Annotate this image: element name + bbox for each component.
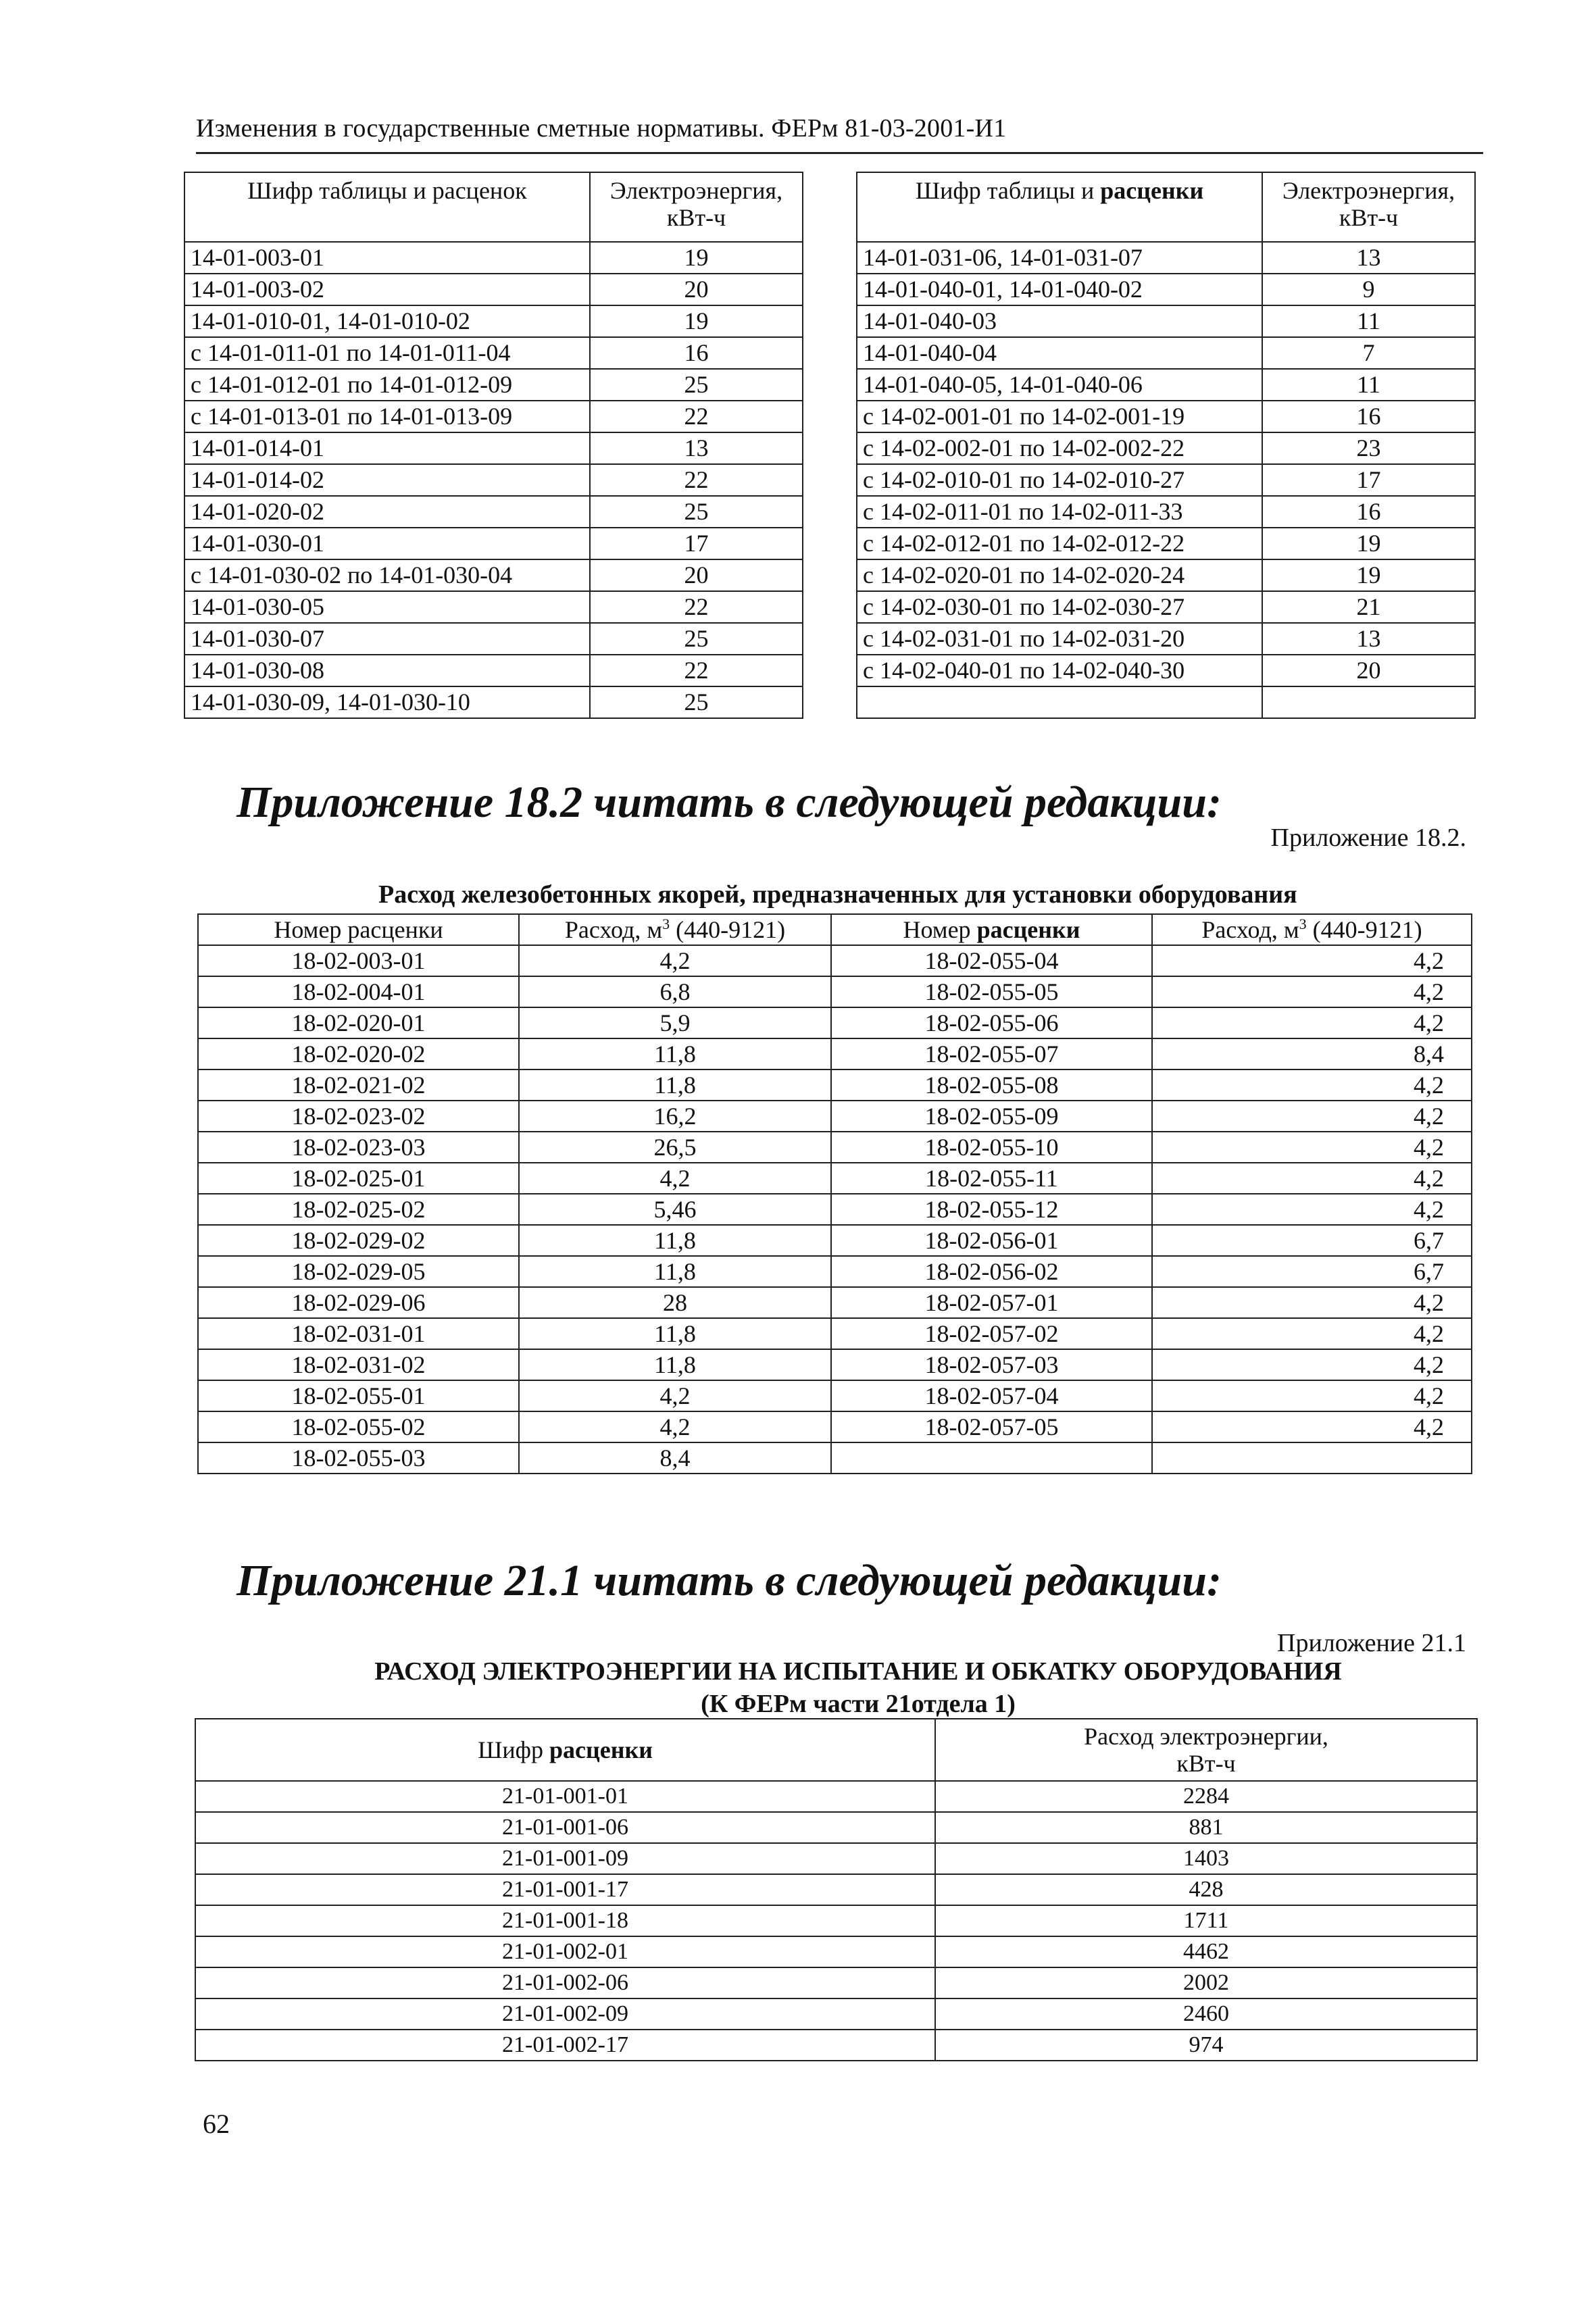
table-cell: 18-02-057-04	[831, 1380, 1152, 1411]
table-cell: 18-02-023-03	[198, 1132, 519, 1163]
table-cell: 4,2	[1152, 976, 1472, 1007]
table-row	[184, 274, 803, 305]
table-cell: 18-02-029-06	[198, 1287, 519, 1318]
table-row	[184, 559, 803, 591]
table-cell: 14-01-014-01	[184, 432, 590, 464]
table-cell: 6,7	[1152, 1225, 1472, 1256]
table-row	[857, 528, 1475, 559]
table-row	[857, 305, 1475, 337]
table-row	[198, 945, 1472, 976]
table-cell: 8,4	[519, 1442, 831, 1474]
running-header: Изменения в государственные сметные нормативы. ФЕРм 81-03-2001-И1	[196, 114, 1007, 143]
table-row	[857, 337, 1475, 369]
table-cell: с 14-02-002-01 по 14-02-002-22	[857, 432, 1262, 464]
table-cell: 4,2	[1152, 1380, 1472, 1411]
table-cell: 21-01-001-17	[195, 1874, 935, 1905]
col-header-code: Шифр таблицы и расценок	[184, 172, 590, 242]
table-row	[198, 1256, 1472, 1287]
table-cell: 2284	[935, 1781, 1477, 1812]
page-number: 62	[203, 2109, 230, 2139]
table-cell: 11	[1262, 305, 1475, 337]
col-header-code: Шифр расценки	[195, 1719, 935, 1781]
table-cell	[857, 686, 1262, 718]
table-row	[857, 591, 1475, 623]
table-cell: 19	[1262, 559, 1475, 591]
table-cell: 18-02-055-12	[831, 1194, 1152, 1225]
table-cell: 4462	[935, 1936, 1477, 1967]
table-cell: 22	[590, 464, 803, 496]
appendix-18-ref: Приложение 18.2.	[1270, 824, 1466, 852]
table-row	[198, 1287, 1472, 1318]
table-cell: 25	[590, 623, 803, 655]
table-cell: 4,2	[1152, 945, 1472, 976]
table-cell: 4,2	[1152, 1287, 1472, 1318]
section-18-heading: Приложение 18.2 читать в следующей редакции:	[236, 778, 1222, 827]
table-cell: с 14-01-030-02 по 14-01-030-04	[184, 559, 590, 591]
table-cell: 18-02-021-02	[198, 1070, 519, 1101]
table-cell: 11,8	[519, 1349, 831, 1380]
table-cell: 11,8	[519, 1225, 831, 1256]
table-row	[857, 401, 1475, 432]
table-row	[198, 1225, 1472, 1256]
table-cell: 881	[935, 1812, 1477, 1843]
table-cell: 2460	[935, 1998, 1477, 2030]
table-cell: 18-02-057-01	[831, 1287, 1152, 1318]
table-cell: с 14-02-040-01 по 14-02-040-30	[857, 655, 1262, 686]
table-cell: 18-02-055-03	[198, 1442, 519, 1474]
electricity-table-right	[856, 172, 1476, 719]
table-cell: 18-02-055-02	[198, 1411, 519, 1442]
table-cell: 16,2	[519, 1101, 831, 1132]
table-cell: 13	[1262, 242, 1475, 274]
table-cell: 4,2	[1152, 1132, 1472, 1163]
table-cell: 13	[590, 432, 803, 464]
table-cell: 14-01-040-05, 14-01-040-06	[857, 369, 1262, 401]
table-cell: 11	[1262, 369, 1475, 401]
table-row	[198, 1038, 1472, 1070]
table-row	[195, 2030, 1477, 2061]
table-cell: 4,2	[1152, 1007, 1472, 1038]
table-row	[198, 1101, 1472, 1132]
table-cell: с 14-02-020-01 по 14-02-020-24	[857, 559, 1262, 591]
table-cell: 7	[1262, 337, 1475, 369]
anchors-table	[197, 913, 1472, 1474]
table-cell: 18-02-055-11	[831, 1163, 1152, 1194]
table-cell: 16	[1262, 496, 1475, 528]
table-cell: 5,46	[519, 1194, 831, 1225]
table-cell: 18-02-029-05	[198, 1256, 519, 1287]
table-cell: 18-02-055-05	[831, 976, 1152, 1007]
col-header-number-2: Номер расценки	[831, 914, 1152, 945]
table-cell: 21-01-002-17	[195, 2030, 935, 2061]
table-cell: 14-01-003-01	[184, 242, 590, 274]
table-cell: 14-01-010-01, 14-01-010-02	[184, 305, 590, 337]
table-cell: 22	[590, 401, 803, 432]
table-cell: 18-02-057-05	[831, 1411, 1152, 1442]
table-row	[857, 559, 1475, 591]
table-row	[857, 655, 1475, 686]
table-cell: 4,2	[519, 1411, 831, 1442]
table-row	[184, 242, 803, 274]
col-header-consumption-2: Расход, $м^3$ (440-9121)	[1152, 914, 1472, 945]
table-cell: 18-02-055-08	[831, 1070, 1152, 1101]
table-cell: 4,2	[1152, 1163, 1472, 1194]
table-row	[198, 976, 1472, 1007]
table-cell	[831, 1442, 1152, 1474]
table-row	[184, 432, 803, 464]
table-cell: 14-01-003-02	[184, 274, 590, 305]
table-row	[184, 623, 803, 655]
table-row	[184, 464, 803, 496]
table-row	[184, 686, 803, 718]
col-header-electricity: Электроэнергия, кВт-ч	[1262, 172, 1475, 242]
table-row	[198, 1411, 1472, 1442]
table-cell: 16	[1262, 401, 1475, 432]
header-rule	[196, 152, 1483, 154]
table-cell: с 14-02-010-01 по 14-02-010-27	[857, 464, 1262, 496]
table-cell: 14-01-030-05	[184, 591, 590, 623]
table-cell: 11,8	[519, 1256, 831, 1287]
table-cell	[1262, 686, 1475, 718]
table-cell: 17	[1262, 464, 1475, 496]
table-cell: 2002	[935, 1967, 1477, 1998]
table-cell: 21-01-002-01	[195, 1936, 935, 1967]
table-row	[198, 1318, 1472, 1349]
table-cell: 11,8	[519, 1070, 831, 1101]
table-21-subtitle: (К ФЕРм части 21отдела 1)	[701, 1690, 1016, 1718]
table-cell: 4,2	[519, 945, 831, 976]
col-header-number: Номер расценки	[198, 914, 519, 945]
table-cell: с 14-02-012-01 по 14-02-012-22	[857, 528, 1262, 559]
table-row	[857, 369, 1475, 401]
table-cell: 14-01-030-01	[184, 528, 590, 559]
table-cell: 22	[590, 591, 803, 623]
table-row	[857, 464, 1475, 496]
table-cell: 4,2	[1152, 1318, 1472, 1349]
table-cell: 18-02-055-10	[831, 1132, 1152, 1163]
table-cell: 4,2	[1152, 1070, 1472, 1101]
table-row	[857, 686, 1475, 718]
table-cell: 20	[590, 274, 803, 305]
table-row	[198, 1194, 1472, 1225]
table-row	[195, 1843, 1477, 1874]
col-header-consumption: Расход электроэнергии, кВт-ч	[935, 1719, 1477, 1781]
electricity-test-table	[195, 1718, 1478, 2061]
table-row	[184, 305, 803, 337]
table-cell: 4,2	[1152, 1101, 1472, 1132]
table-cell: 19	[1262, 528, 1475, 559]
table-row	[195, 1998, 1477, 2030]
table-cell: с 14-02-030-01 по 14-02-030-27	[857, 591, 1262, 623]
table-cell: с 14-01-013-01 по 14-01-013-09	[184, 401, 590, 432]
table-cell: 28	[519, 1287, 831, 1318]
table-cell: 14-01-030-08	[184, 655, 590, 686]
table-cell: с 14-02-011-01 по 14-02-011-33	[857, 496, 1262, 528]
table-row	[198, 1163, 1472, 1194]
table-cell: 6,7	[1152, 1256, 1472, 1287]
table-cell: 18-02-056-02	[831, 1256, 1152, 1287]
table-cell: 4,2	[1152, 1411, 1472, 1442]
table-cell: 18-02-020-01	[198, 1007, 519, 1038]
table-cell: 25	[590, 686, 803, 718]
table-cell: 4,2	[1152, 1349, 1472, 1380]
table-cell: 11,8	[519, 1318, 831, 1349]
table-row	[184, 337, 803, 369]
table-cell: 14-01-030-09, 14-01-030-10	[184, 686, 590, 718]
table-cell: с 14-01-012-01 по 14-01-012-09	[184, 369, 590, 401]
table-cell: 18-02-057-02	[831, 1318, 1152, 1349]
table-cell: 18-02-031-01	[198, 1318, 519, 1349]
table-cell: с 14-02-031-01 по 14-02-031-20	[857, 623, 1262, 655]
table-cell: 4,2	[519, 1380, 831, 1411]
table-cell: 21-01-002-09	[195, 1998, 935, 2030]
table-cell: 4,2	[519, 1163, 831, 1194]
col-header-electricity: Электроэнергия, кВт-ч	[590, 172, 803, 242]
table-cell: 25	[590, 496, 803, 528]
table-cell: 14-01-040-04	[857, 337, 1262, 369]
table-row	[857, 242, 1475, 274]
table-cell	[1152, 1442, 1472, 1474]
table-cell: 21-01-001-06	[195, 1812, 935, 1843]
table-row	[195, 1874, 1477, 1905]
appendix-21-ref: Приложение 21.1	[1277, 1629, 1466, 1657]
table-row	[184, 528, 803, 559]
table-cell: 18-02-025-02	[198, 1194, 519, 1225]
table-row	[195, 1967, 1477, 1998]
table-cell: 6,8	[519, 976, 831, 1007]
table-cell: 14-01-040-03	[857, 305, 1262, 337]
table-cell: 1403	[935, 1843, 1477, 1874]
col-header-code: Шифр таблицы и расценки	[857, 172, 1262, 242]
table-row	[195, 1936, 1477, 1967]
table-row	[184, 591, 803, 623]
table-cell: 21-01-001-01	[195, 1781, 935, 1812]
table-row	[857, 274, 1475, 305]
table-row	[198, 1007, 1472, 1038]
table-cell: 1711	[935, 1905, 1477, 1936]
table-cell: 16	[590, 337, 803, 369]
table-cell: 18-02-020-02	[198, 1038, 519, 1070]
table-cell: с 14-01-011-01 по 14-01-011-04	[184, 337, 590, 369]
table-row	[857, 623, 1475, 655]
table-cell: 14-01-014-02	[184, 464, 590, 496]
table-cell: 18-02-023-02	[198, 1101, 519, 1132]
table-cell: 428	[935, 1874, 1477, 1905]
table-row	[857, 496, 1475, 528]
table-row	[184, 401, 803, 432]
table-cell: 18-02-055-06	[831, 1007, 1152, 1038]
table-cell: 21-01-001-18	[195, 1905, 935, 1936]
table-row	[198, 1070, 1472, 1101]
table-cell: 9	[1262, 274, 1475, 305]
table-cell: 18-02-025-01	[198, 1163, 519, 1194]
table-cell: 11,8	[519, 1038, 831, 1070]
table-cell: 18-02-055-09	[831, 1101, 1152, 1132]
table-row	[198, 1349, 1472, 1380]
table-cell: 18-02-029-02	[198, 1225, 519, 1256]
table-cell: 13	[1262, 623, 1475, 655]
table-cell: 21-01-002-06	[195, 1967, 935, 1998]
table-cell: 19	[590, 305, 803, 337]
table-21-title: РАСХОД ЭЛЕКТРОЭНЕРГИИ НА ИСПЫТАНИЕ И ОБКАТКУ ОБОРУДОВАНИЯ	[374, 1657, 1342, 1686]
table-row	[198, 1442, 1472, 1474]
section-21-heading: Приложение 21.1 читать в следующей редакции:	[236, 1556, 1222, 1605]
table-cell: с 14-02-001-01 по 14-02-001-19	[857, 401, 1262, 432]
electricity-table-left	[184, 172, 803, 719]
table-cell: 4,2	[1152, 1194, 1472, 1225]
table-cell: 25	[590, 369, 803, 401]
col-header-consumption: Расход, $м^3$ (440-9121)	[519, 914, 831, 945]
table-row	[195, 1812, 1477, 1843]
table-row	[198, 1380, 1472, 1411]
table-18-caption: Расход железобетонных якорей, предназначенных для установки оборудования	[378, 880, 1297, 909]
table-cell: 21	[1262, 591, 1475, 623]
table-row	[184, 655, 803, 686]
table-cell: 5,9	[519, 1007, 831, 1038]
table-cell: 23	[1262, 432, 1475, 464]
table-cell: 20	[1262, 655, 1475, 686]
table-cell: 18-02-055-01	[198, 1380, 519, 1411]
table-cell: 18-02-057-03	[831, 1349, 1152, 1380]
table-cell: 14-01-040-01, 14-01-040-02	[857, 274, 1262, 305]
table-cell: 18-02-056-01	[831, 1225, 1152, 1256]
table-row	[184, 496, 803, 528]
table-row	[195, 1781, 1477, 1812]
table-cell: 18-02-004-01	[198, 976, 519, 1007]
table-cell: 18-02-055-07	[831, 1038, 1152, 1070]
table-row	[195, 1905, 1477, 1936]
table-cell: 18-02-003-01	[198, 945, 519, 976]
table-cell: 14-01-020-02	[184, 496, 590, 528]
table-cell: 974	[935, 2030, 1477, 2061]
table-cell: 20	[590, 559, 803, 591]
table-row	[184, 369, 803, 401]
table-cell: 22	[590, 655, 803, 686]
table-row	[198, 1132, 1472, 1163]
table-cell: 14-01-030-07	[184, 623, 590, 655]
table-cell: 21-01-001-09	[195, 1843, 935, 1874]
table-cell: 14-01-031-06, 14-01-031-07	[857, 242, 1262, 274]
table-cell: 18-02-031-02	[198, 1349, 519, 1380]
table-cell: 18-02-055-04	[831, 945, 1152, 976]
table-cell: 19	[590, 242, 803, 274]
table-cell: 8,4	[1152, 1038, 1472, 1070]
table-row	[857, 432, 1475, 464]
table-cell: 26,5	[519, 1132, 831, 1163]
table-cell: 17	[590, 528, 803, 559]
